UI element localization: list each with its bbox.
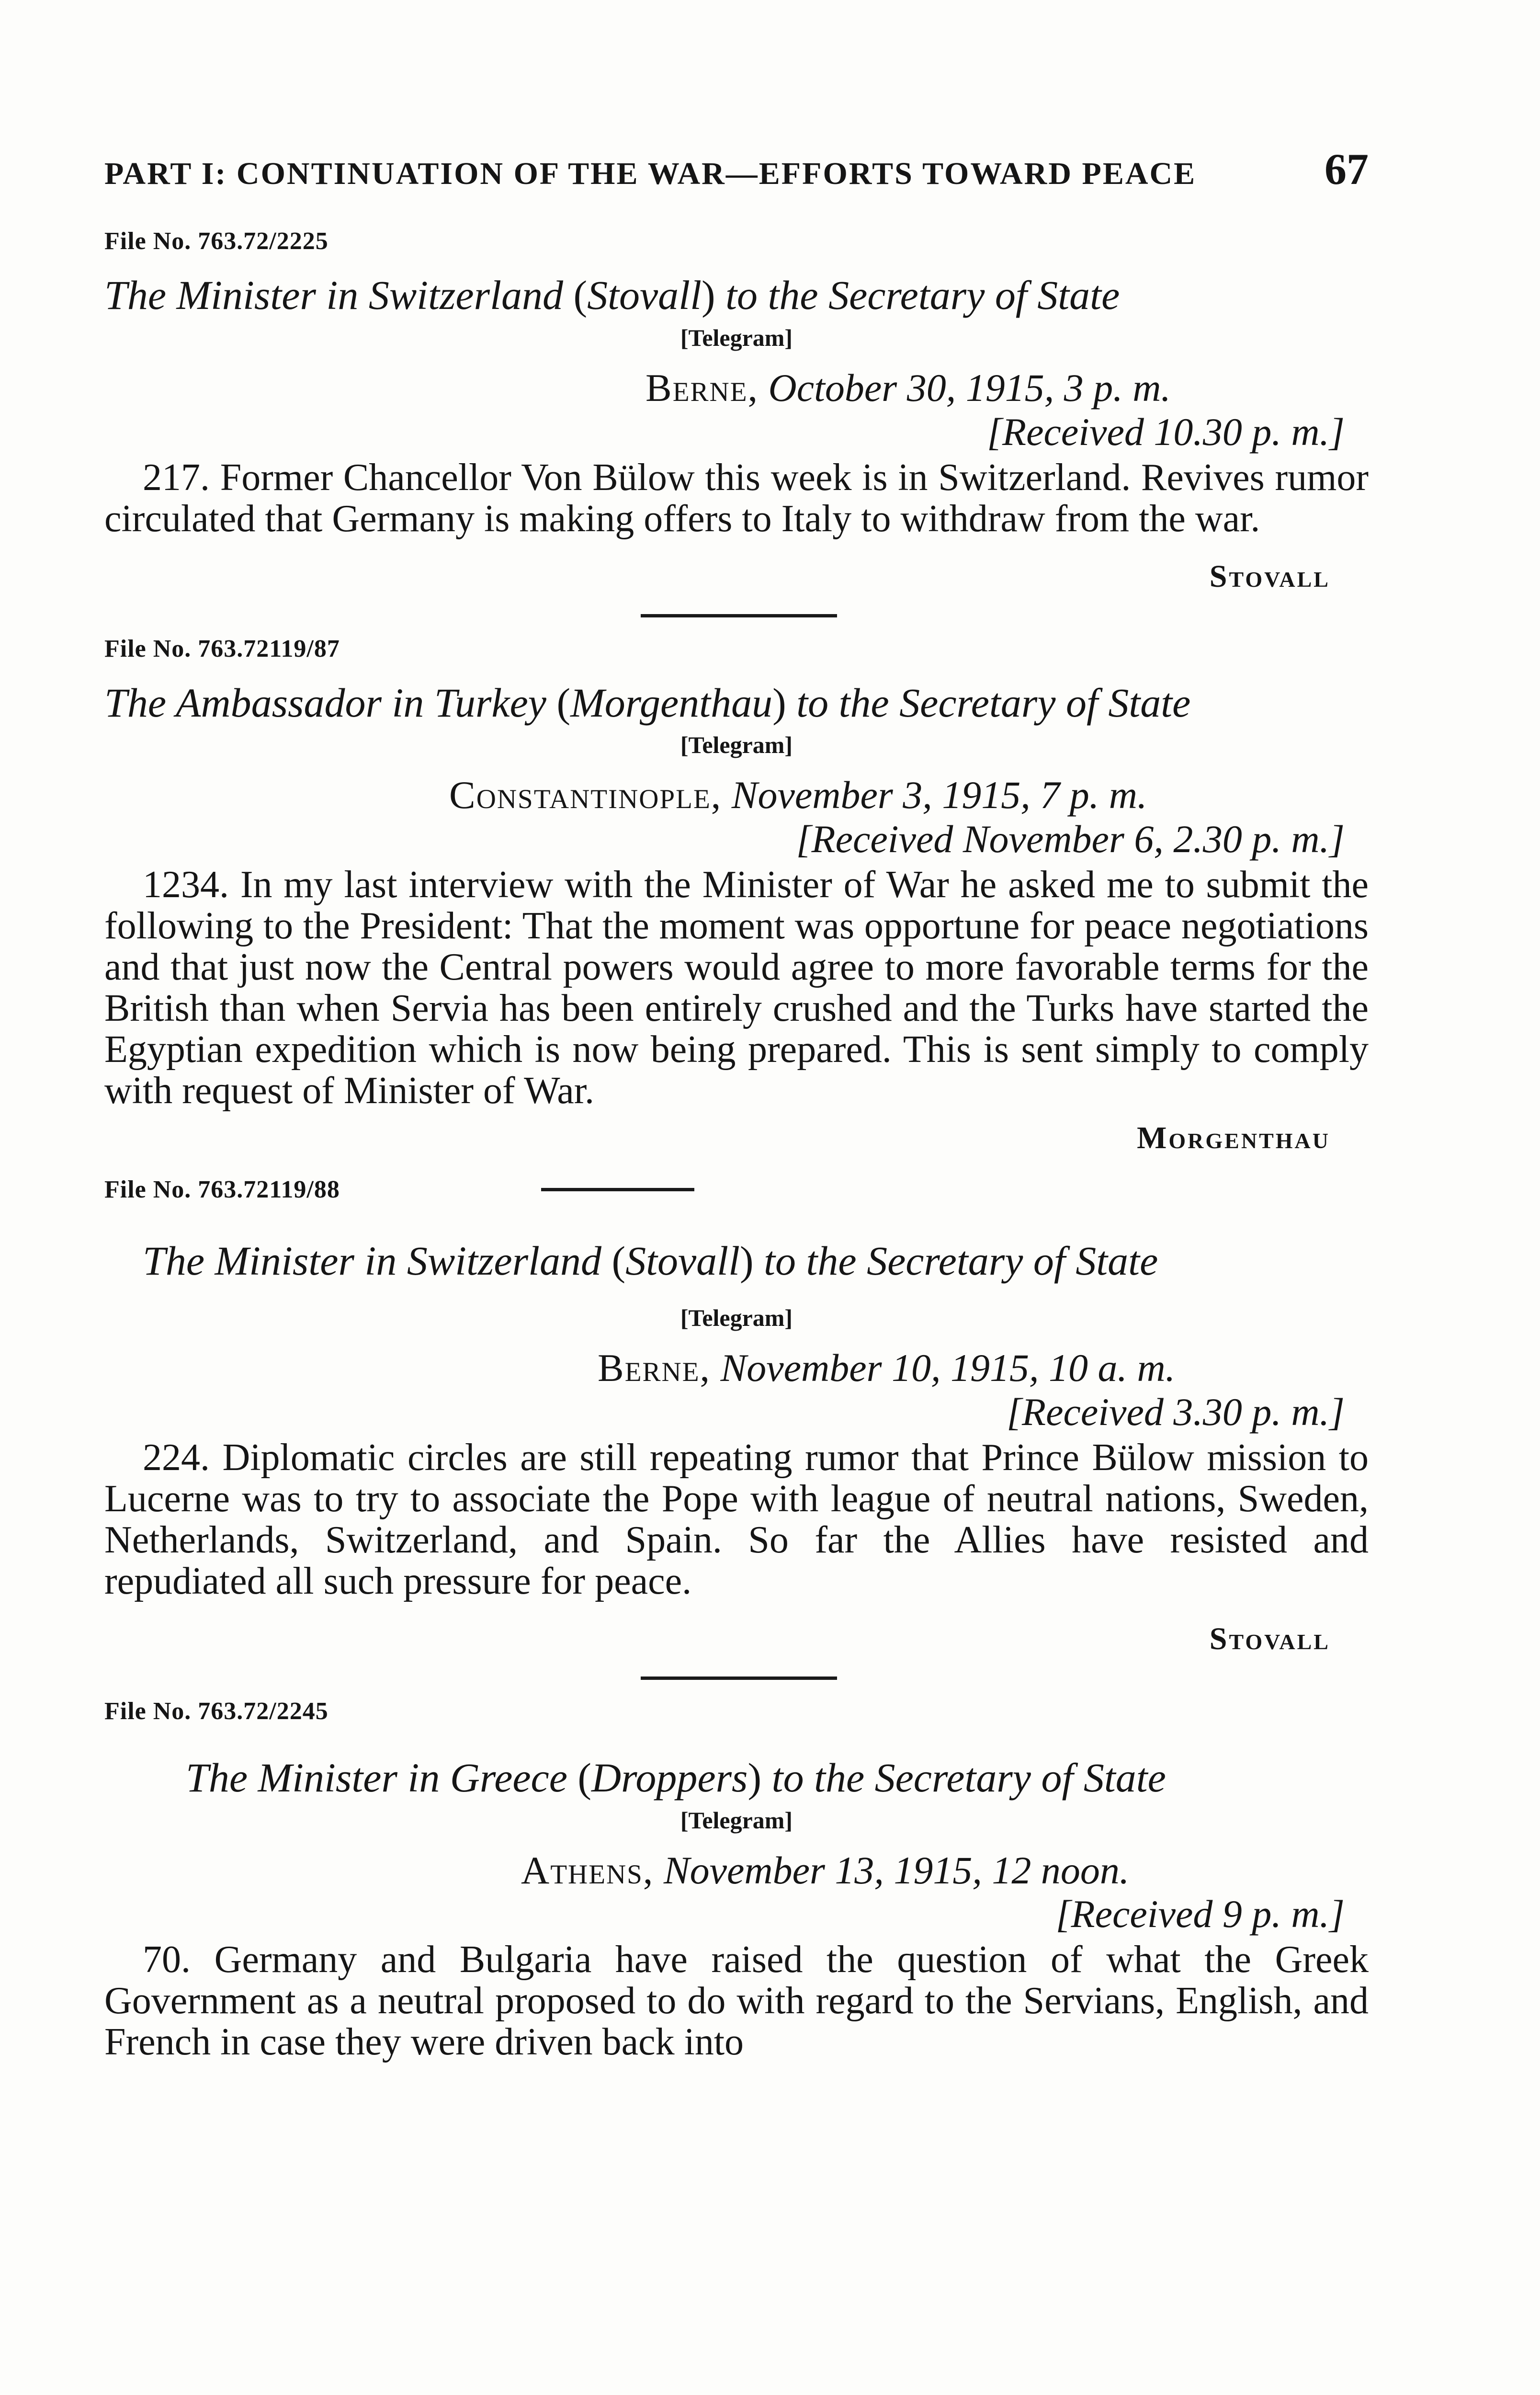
signature: Stovall bbox=[1209, 1621, 1330, 1656]
section-divider bbox=[541, 1188, 694, 1191]
heading-tail: to the Secretary of State bbox=[796, 679, 1191, 726]
heading-name: Stovall bbox=[625, 1238, 740, 1284]
heading-tail: to the Secretary of State bbox=[771, 1754, 1166, 1801]
document-entry-1 bbox=[104, 227, 1369, 595]
document-page bbox=[104, 144, 1369, 2063]
document-entry-3 bbox=[104, 1175, 1369, 1657]
telegram-body: 224. Diplomatic circles are still repeating rumor that Prince Bülow mission to Lucerne was to try to associate the Pope with league of neutral nations, Sweden, Netherlands, Switzerland, and Spain. So far the Allies have resisted and repudiated all such pressure for peace. bbox=[104, 1436, 1369, 1602]
dateline-place: Berne, bbox=[645, 365, 759, 410]
heading-title: The Minister in Switzerland bbox=[143, 1238, 601, 1284]
signature: Stovall bbox=[1209, 559, 1330, 594]
document-heading: The Minister in Greece (Droppers) to the Secretary of State bbox=[186, 1754, 1166, 1801]
telegram-body: 1234. In my last interview with the Minister of War he asked me to submit the following to the President: That the moment was opportune for peace negotiations and that just now the Central powers would agree to more favorable terms for the British than when Servia has been entirely crushed and the Turks have started the Egyptian expedition which is now being prepared. This is sent simply to comply with request of Minister of War. bbox=[104, 864, 1369, 1112]
dateline-place: Berne, bbox=[598, 1346, 711, 1390]
telegram-label: [Telegram] bbox=[680, 1806, 793, 1834]
dateline-date: November 10, 1915, 10 a. m. bbox=[720, 1346, 1176, 1390]
received-time: [Received 3.30 p. m.] bbox=[1007, 1390, 1345, 1434]
document-heading: The Minister in Switzerland (Stovall) to the Secretary of State bbox=[143, 1238, 1158, 1284]
telegram-body: 70. Germany and Bulgaria have raised the question of what the Greek Government as a neutral proposed to do with regard to the Servians, English, and French in case they were driven back into bbox=[104, 1939, 1369, 2064]
heading-name: Morgenthau bbox=[570, 679, 773, 726]
telegram-label: [Telegram] bbox=[680, 1304, 793, 1331]
telegram-label: [Telegram] bbox=[680, 731, 793, 759]
running-head bbox=[104, 144, 1369, 194]
signature: Morgenthau bbox=[1137, 1120, 1330, 1156]
dateline bbox=[104, 1346, 1369, 1390]
telegram-label: [Telegram] bbox=[680, 324, 793, 351]
section-divider bbox=[641, 614, 837, 617]
heading-tail: to the Secretary of State bbox=[764, 1238, 1158, 1284]
file-number: File No. 763.72/2245 bbox=[104, 1697, 328, 1725]
file-number: File No. 763.72119/87 bbox=[104, 635, 340, 662]
heading-name: Droppers bbox=[591, 1754, 748, 1801]
document-entry-4 bbox=[104, 1697, 1369, 2063]
received-time: [Received 9 p. m.] bbox=[1055, 1892, 1345, 1936]
dateline-place: Constantinople, bbox=[449, 773, 722, 817]
dateline-date: November 3, 1915, 7 p. m. bbox=[731, 773, 1147, 817]
telegram-body: 217. Former Chancellor Von Bülow this week is in Switzerland. Revives rumor circulated that Germany is making offers to Italy to withdraw from the war. bbox=[104, 456, 1369, 540]
dateline-date: October 30, 1915, 3 p. m. bbox=[768, 365, 1171, 410]
dateline bbox=[104, 366, 1369, 410]
heading-title: The Minister in Greece bbox=[186, 1754, 567, 1801]
document-heading: The Ambassador in Turkey (Morgenthau) to the Secretary of State bbox=[104, 679, 1191, 726]
document-entry-2 bbox=[104, 635, 1369, 1157]
received-time: [Received 10.30 p. m.] bbox=[987, 410, 1345, 454]
dateline bbox=[104, 1848, 1369, 1893]
file-number-row bbox=[104, 1175, 1369, 1204]
heading-title: The Minister in Switzerland bbox=[104, 272, 563, 318]
page-number: 67 bbox=[1325, 145, 1369, 194]
dateline-date: November 13, 1915, 12 noon. bbox=[663, 1848, 1130, 1892]
heading-name: Stovall bbox=[587, 272, 702, 318]
heading-title: The Ambassador in Turkey bbox=[104, 679, 546, 726]
file-number: File No. 763.72/2225 bbox=[104, 228, 328, 255]
dateline-place: Athens, bbox=[521, 1848, 654, 1892]
file-number: File No. 763.72119/88 bbox=[104, 1176, 340, 1204]
received-time: [Received November 6, 2.30 p. m.] bbox=[796, 817, 1345, 861]
running-title: PART I: CONTINUATION OF THE WAR—EFFORTS TOWARD PEACE bbox=[104, 156, 1197, 191]
heading-tail: to the Secretary of State bbox=[725, 272, 1120, 318]
document-heading: The Minister in Switzerland (Stovall) to the Secretary of State bbox=[104, 272, 1120, 318]
section-divider bbox=[641, 1676, 837, 1680]
dateline bbox=[104, 773, 1369, 817]
